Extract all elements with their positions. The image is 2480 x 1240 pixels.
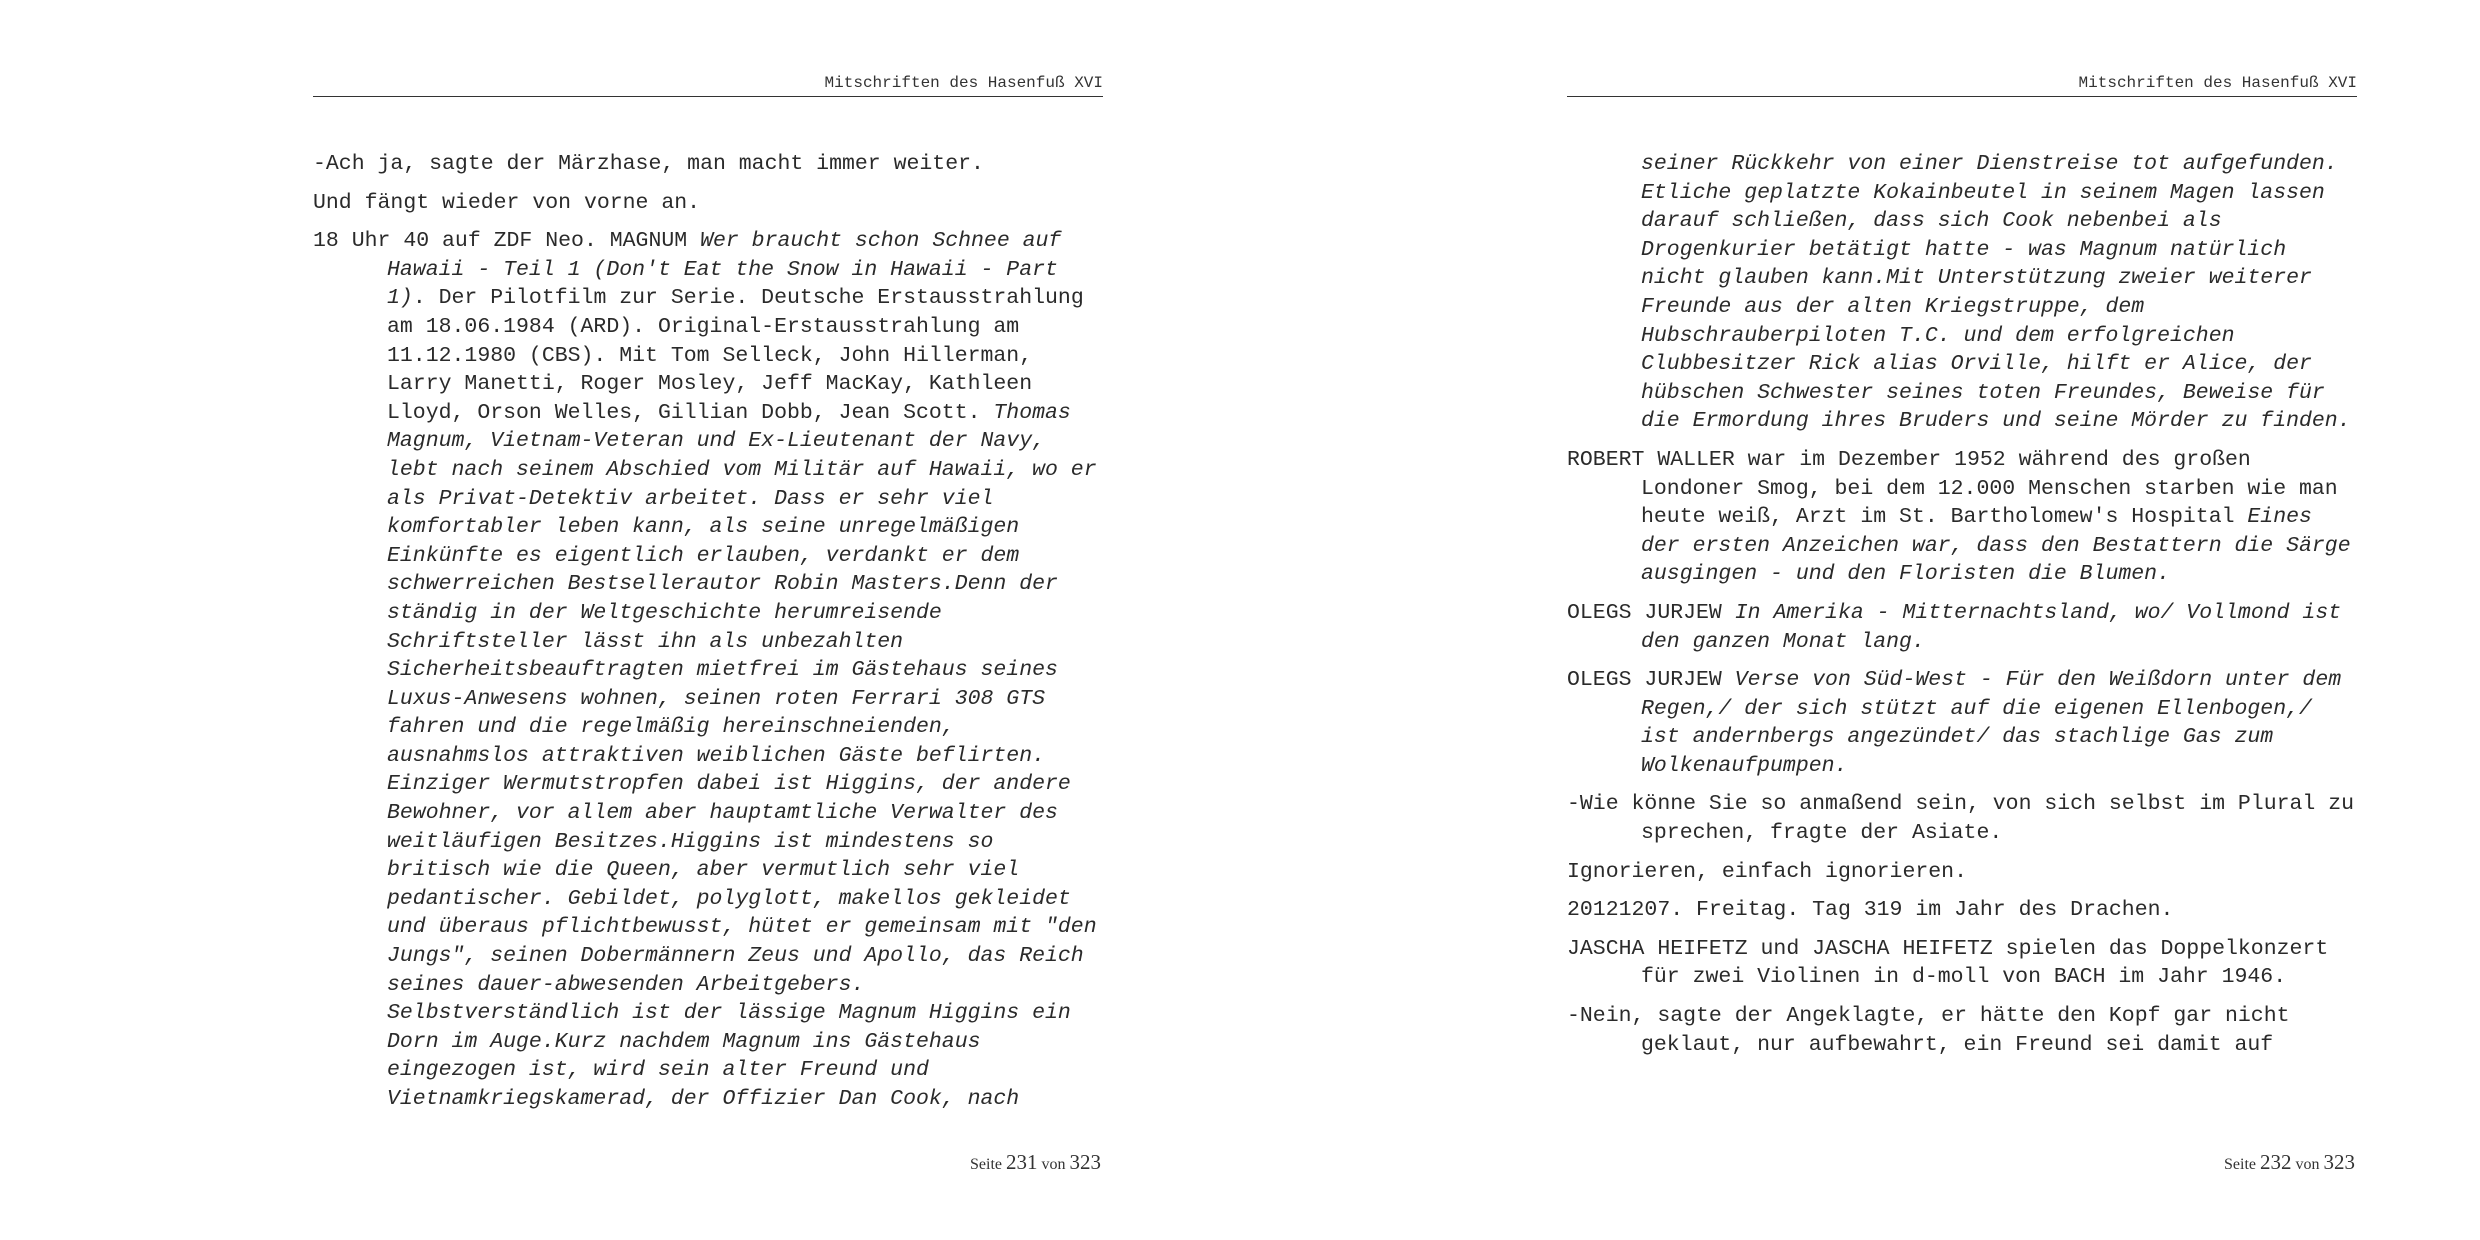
quote: Eines der ersten Anzeichen war, dass den Bestattern die Särge ausgingen - und den Floristen die Blumen. bbox=[1641, 505, 2351, 587]
paragraph: 20121207. Freitag. Tag 319 im Jahr des Drachen. bbox=[1567, 898, 2174, 923]
total-pages: 323 bbox=[2323, 1150, 2355, 1174]
running-header: Mitschriften des Hasenfuß XVI bbox=[313, 74, 1103, 97]
paragraph: Und fängt wieder von vorne an. bbox=[313, 190, 701, 215]
footer-von-label: von bbox=[2295, 1156, 2320, 1173]
footer-von-label: von bbox=[1041, 1156, 1066, 1173]
quote: In Amerika - Mitternachtsland, wo/ Vollmond ist den ganzen Monat lang. bbox=[1641, 600, 2342, 654]
footer-seite-label: Seite bbox=[970, 1156, 1002, 1173]
page-footer bbox=[2224, 1150, 2355, 1175]
page-body bbox=[313, 150, 1103, 1124]
text-run: . Der Pilotfilm zur Serie. Deutsche Erstausstrahlung am 18.06.1984 (ARD). Original-Erstausstrahlung am 11.12.1980 (CBS). Mit Tom Selleck, John Hillerman, Larry Manetti, Roger Mosley, Jeff MacKay, Kathleen Lloyd, Orson Welles, Gillian Dobb, Jean Scott. bbox=[387, 286, 1084, 425]
paragraph-continuation: seiner Rückkehr von einer Dienstreise tot aufgefunden. Etliche geplatzte Kokainbeutel in seinem Magen lassen darauf schließen, dass sich Cook nebenbei als Drogenkurier betätigt hatte - was Magnum natürlich nicht glauben kann.Mit Unterstützung zweier weiterer Freunde aus der alten Kriegstruppe, dem Hubschrauberpiloten T.C. und dem erfolgreichen Clubbesitzer Rick alias Orville, hilft er Alice, der hübschen Schwester seines toten Freundes, Beweise für die Ermordung ihres Bruders und seine Mörder zu finden. bbox=[1641, 152, 2351, 434]
total-pages: 323 bbox=[1069, 1150, 1101, 1174]
paragraph: Ignorieren, einfach ignorieren. bbox=[1567, 859, 1967, 884]
page-footer bbox=[970, 1150, 1101, 1175]
text-run: OLEGS JURJEW bbox=[1567, 600, 1735, 625]
paragraph bbox=[1567, 666, 2357, 780]
page-number: 231 bbox=[1006, 1150, 1038, 1174]
paragraph: JASCHA HEIFETZ und JASCHA HEIFETZ spielen das Doppelkonzert für zwei Violinen in d-moll von BACH im Jahr 1946. bbox=[1567, 936, 2329, 990]
text-run: 18 Uhr 40 auf ZDF Neo. MAGNUM bbox=[313, 229, 701, 254]
paragraph: -Wie könne Sie so anmaßend sein, von sich selbst im Plural zu sprechen, fragte der Asiate. bbox=[1567, 792, 2355, 846]
running-header: Mitschriften des Hasenfuß XVI bbox=[1567, 74, 2357, 97]
left-page bbox=[313, 0, 1103, 1240]
quote: Verse von Süd-West - Für den Weißdorn unter dem Regen,/ der sich stützt auf die eigenen Ellenbogen,/ ist andernbergs angezündet/ das stachlige Gas zum Wolkenaufpumpen. bbox=[1641, 668, 2342, 778]
page-body bbox=[1567, 150, 2357, 1069]
paragraph: -Ach ja, sagte der Märzhase, man macht immer weiter. bbox=[313, 152, 984, 176]
page-number: 232 bbox=[2260, 1150, 2292, 1174]
paragraph bbox=[1567, 446, 2357, 589]
footer-seite-label: Seite bbox=[2224, 1156, 2256, 1173]
episode-synopsis: Thomas Magnum, Vietnam-Veteran und Ex-Lieutenant der Navy, lebt nach seinem Abschied vom Militär auf Hawaii, wo er als Privat-Detektiv arbeitet. Dass er sehr viel komfortabler leben kann, als seine unregelmäßigen Einkünfte es eigentlich erlauben, verdankt er dem schwerreichen Bestsellerautor Robin Masters.Denn der ständig in der Weltgeschichte herumreisende Schriftsteller lässt ihn als unbezahlten Sicherheitsbeauftragten mietfrei im Gästehaus seines Luxus-Anwesens wohnen, seinen roten Ferrari 308 GTS fahren und die regelmäßig hereinschneienden, ausnahmslos attraktiven weiblichen Gäste beflirten. Einziger Wermutstropfen dabei ist Higgins, der andere Bewohner, vor allem aber hauptamtliche Verwalter des weitläufigen Besitzes.Higgins ist mindestens so britisch wie die Queen, aber vermutlich sehr viel pedantischer. Gebildet, polyglott, makellos gekleidet und überaus pflichtbewusst, hütet er gemeinsam mit "den Jungs", seinen Dobermännern Zeus und Apollo, das Reich seines dauer-abwesenden Arbeitgebers. Selbstverständlich ist der lässige Magnum Higgins ein Dorn im Auge.Kurz nachdem Magnum ins Gästehaus eingezogen ist, wird sein alter Freund und Vietnamkriegskamerad, der Offizier Dan Cook, nach bbox=[387, 400, 1097, 1111]
text-run: ROBERT WALLER war im Dezember 1952 während des großen Londoner Smog, bei dem 12.000 Menschen starben wie man heute weiß, Arzt im St. Bartholomew's Hospital bbox=[1567, 447, 2338, 530]
text-run: OLEGS JURJEW bbox=[1567, 668, 1735, 693]
episode-title: Wer braucht schon Schnee auf Hawaii - Teil 1 (Don't Eat the Snow in Hawaii - Part 1) bbox=[387, 229, 1062, 311]
paragraph: -Nein, sagte der Angeklagte, er hätte den Kopf gar nicht geklaut, nur aufbewahrt, ein Freund sei damit auf bbox=[1567, 1004, 2290, 1057]
paragraph bbox=[1567, 599, 2357, 656]
paragraph bbox=[313, 227, 1103, 1113]
right-page bbox=[1567, 0, 2357, 1240]
